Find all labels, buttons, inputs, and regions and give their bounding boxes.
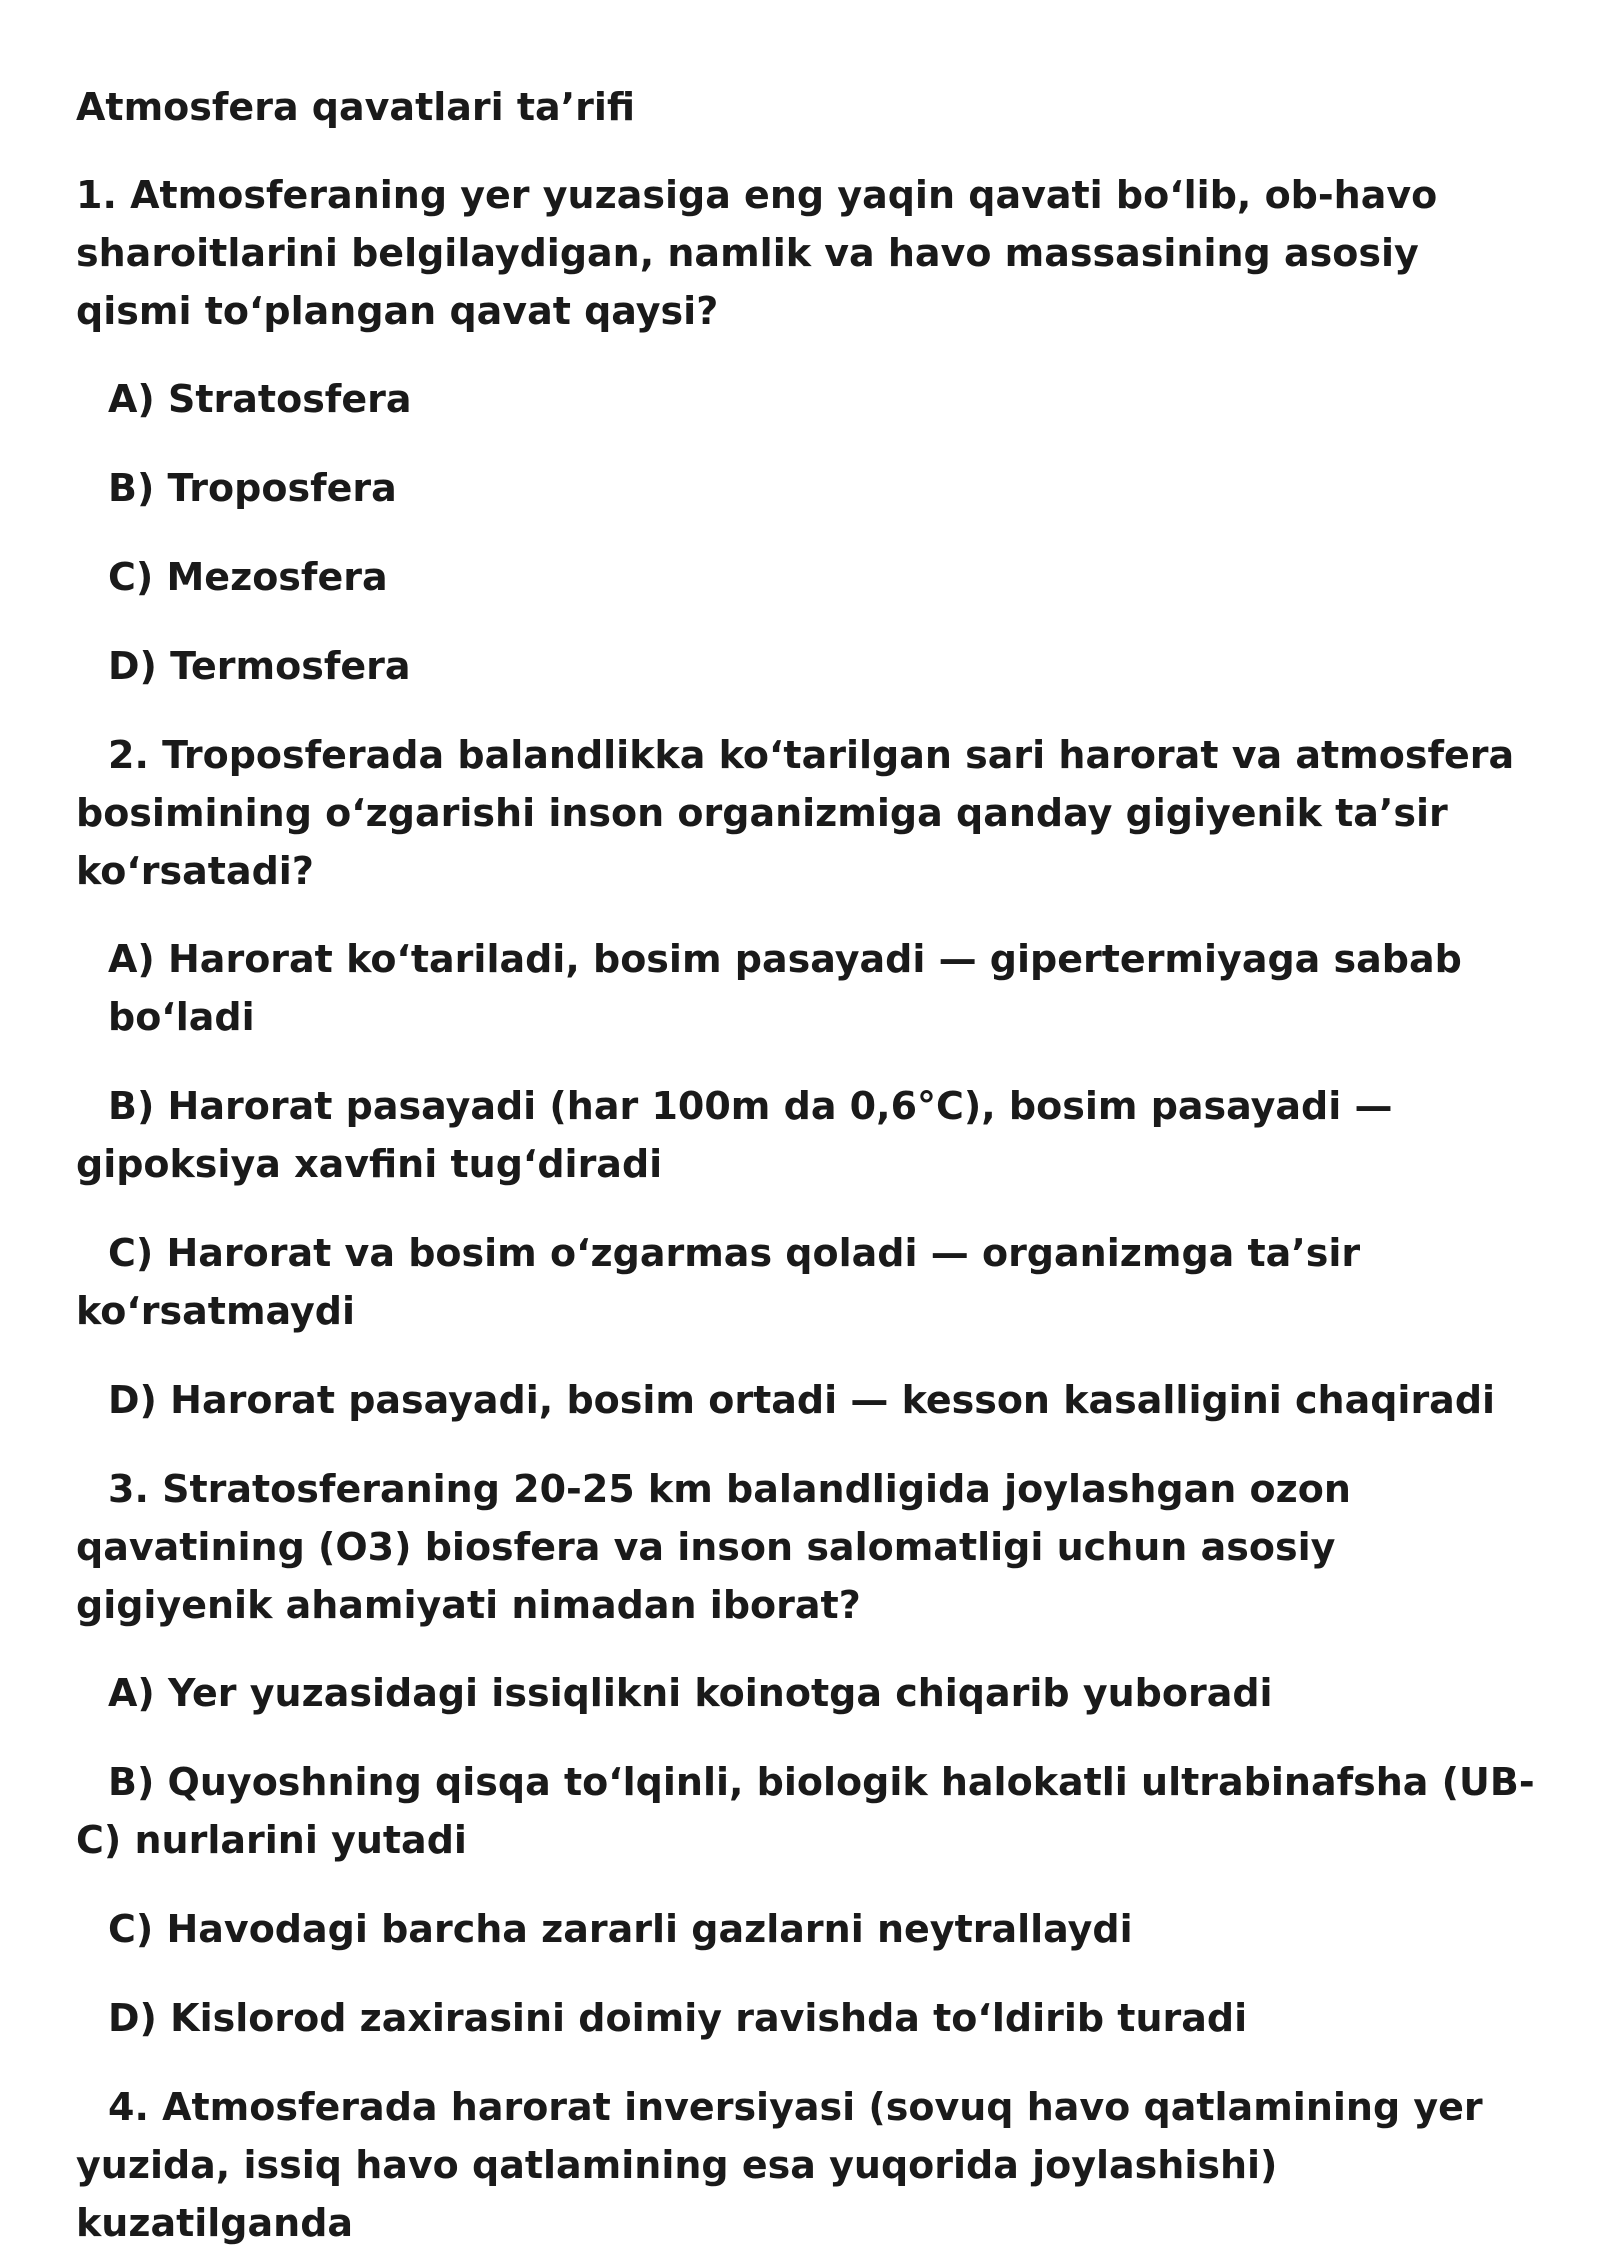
question-1-option-c: C) Mezosfera <box>108 555 388 599</box>
question-1-option-a: A) Stratosfera <box>108 377 412 421</box>
question-3-option-b: B) Quyoshning qisqa to‘lqinli, biologik halokatli ultrabinafsha (UB-C) nurlarini yutadi <box>76 1760 1535 1862</box>
question-1-text: 1. Atmosferaning yer yuzasiga eng yaqin qavati bo‘lib, ob-havo sharoitlarini belgilaydigan, namlik va havo massasining asosiy qismi to‘plangan qavat qaysi? <box>76 173 1438 333</box>
question-2-option-a: A) Harorat ko‘tariladi, bosim pasayadi — gipertermiyaga sabab bo‘ladi <box>108 937 1462 1039</box>
question-3-option-c: C) Havodagi barcha zararli gazlarni neytrallaydi <box>108 1907 1133 1951</box>
question-2-text: 2. Troposferada balandlikka ko‘tarilgan sari harorat va atmosfera bosimining o‘zgarishi inson organizmiga qanday gigiyenik ta’sir ko‘rsatadi? <box>76 733 1515 893</box>
question-2-option-b: B) Harorat pasayadi (har 100m da 0,6°C), bosim pasayadi — gipoksiya xavfini tug‘diradi <box>76 1084 1393 1186</box>
question-1-option-d: D) Termosfera <box>108 644 411 688</box>
question-3-option-d: D) Kislorod zaxirasini doimiy ravishda to‘ldirib turadi <box>108 1996 1248 2040</box>
question-4-text: 4. Atmosferada harorat inversiyasi (sovuq havo qatlamining yer yuzida, issiq havo qatlamining esa yuqorida joylashishi) kuzatilganda <box>76 2085 1483 2245</box>
question-2-option-d: D) Harorat pasayadi, bosim ortadi — kesson kasalligini chaqiradi <box>108 1378 1496 1422</box>
question-3-option-a: A) Yer yuzasidagi issiqlikni koinotga chiqarib yuboradi <box>108 1671 1273 1715</box>
question-2-option-c: C) Harorat va bosim o‘zgarmas qoladi — organizmga ta’sir ko‘rsatmaydi <box>76 1231 1361 1333</box>
question-3-text: 3. Stratosferaning 20-25 km balandligida joylashgan ozon qavatining (O3) biosfera va inson salomatligi uchun asosiy gigiyenik ahamiyati nimadan iborat? <box>76 1467 1351 1627</box>
document-title: Atmosfera qavatlari ta’rifi <box>76 85 636 129</box>
question-1-option-b: B) Troposfera <box>108 466 397 510</box>
